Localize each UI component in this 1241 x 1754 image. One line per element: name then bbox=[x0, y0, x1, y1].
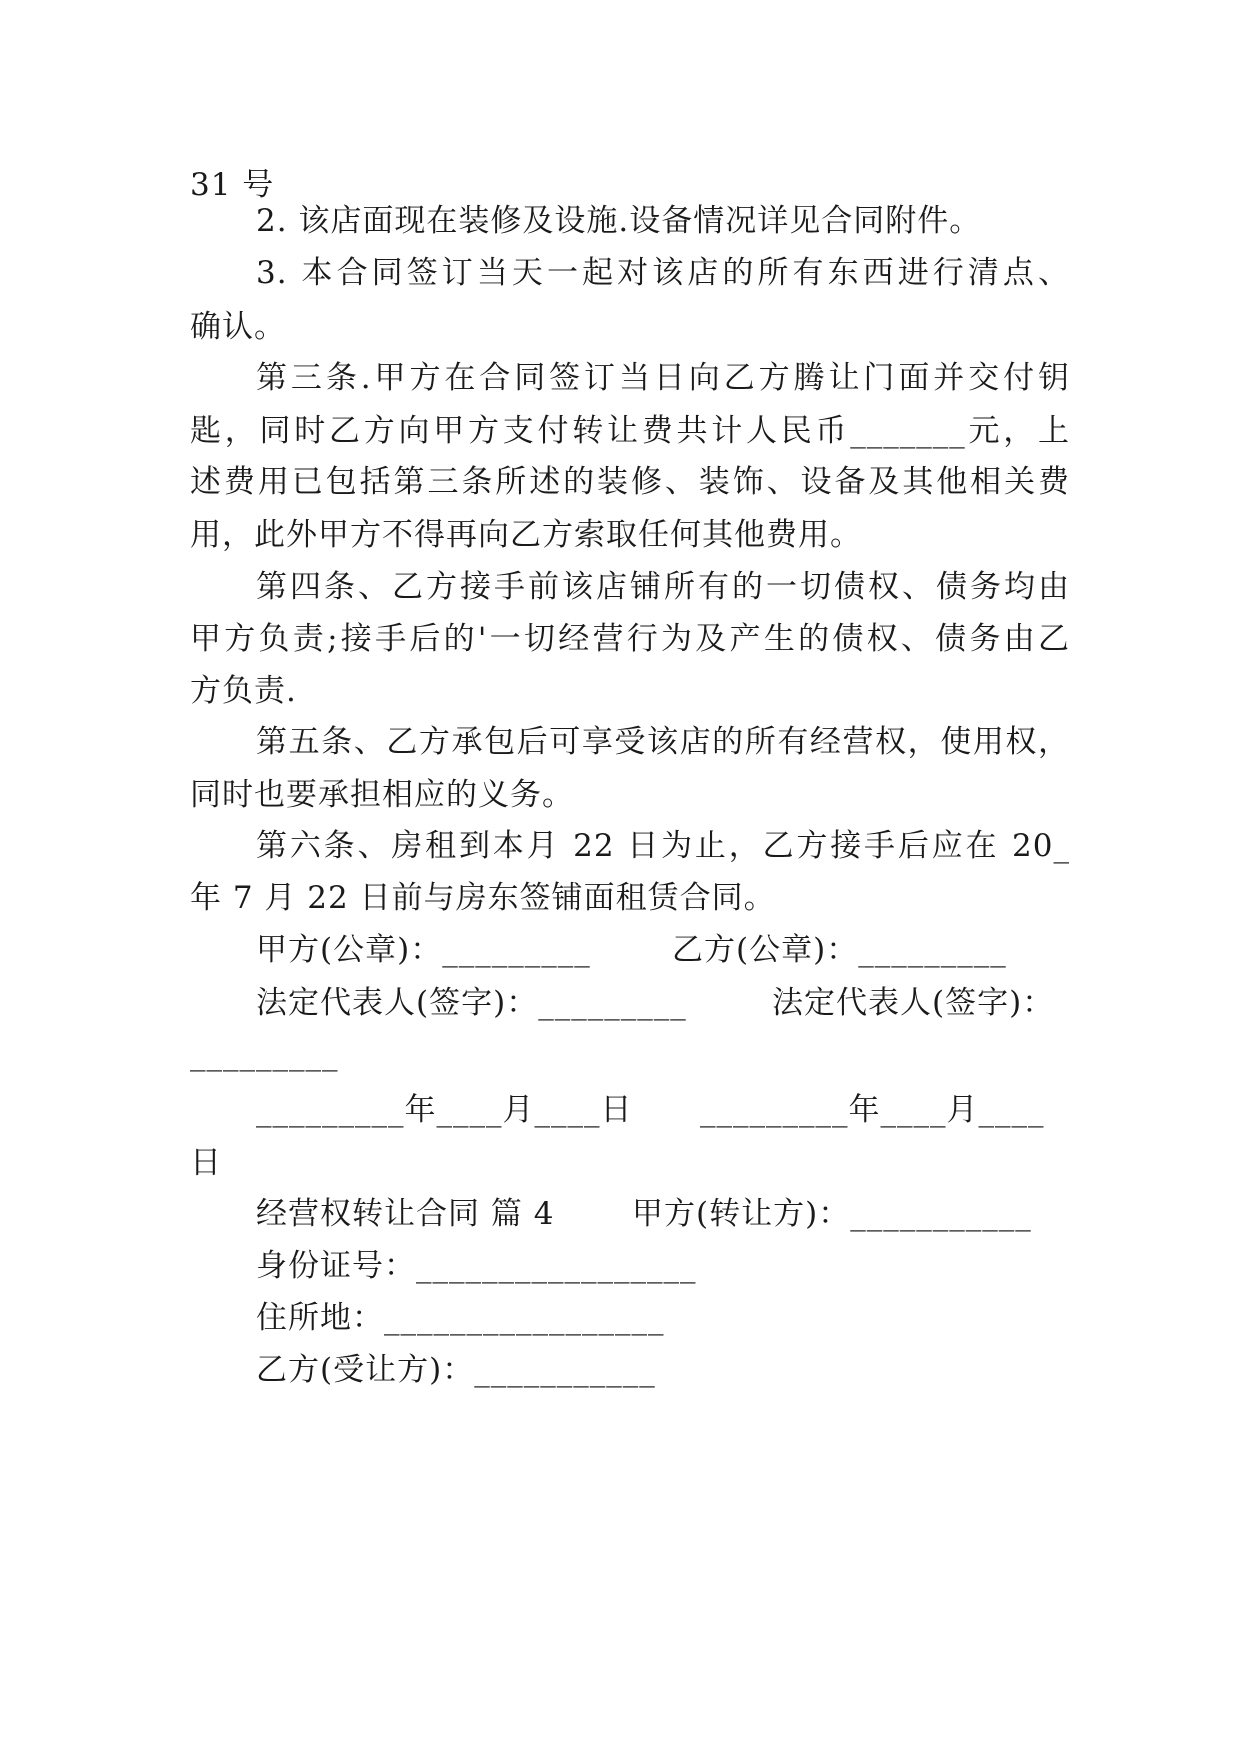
text-line: 确认。 bbox=[190, 309, 286, 345]
id-number-field: 身份证号：_________________ bbox=[256, 1248, 697, 1284]
clause-2: 2. 该店面现在装修及设施.设备情况详见合同附件。 bbox=[256, 203, 982, 239]
legal-rep-a: 法定代表人(签字)：_________ bbox=[256, 985, 687, 1021]
transferee-field: 乙方(受让方)：___________ bbox=[256, 1352, 656, 1388]
date-b-tail: 日 bbox=[190, 1145, 222, 1181]
text-line: 用，此外甲方不得再向乙方索取任何其他费用。 bbox=[190, 517, 862, 553]
legal-rep-b: 法定代表人(签字)： bbox=[772, 985, 1055, 1021]
party-a-seal: 甲方(公章)：_________ bbox=[256, 932, 591, 968]
text-line: 述费用已包括第三条所述的装修、装饰、设备及其他相关费 bbox=[190, 464, 1070, 500]
article-5: 第五条、乙方承包后可享受该店的所有经营权，使用权， bbox=[256, 724, 1070, 760]
party-b-seal: 乙方(公章)：_________ bbox=[672, 932, 1007, 968]
date-a: _________年____月____日 bbox=[256, 1092, 633, 1128]
article-3: 第三条.甲方在合同签订当日向乙方腾让门面并交付钥 bbox=[256, 360, 1070, 396]
date-b: _________年____月____ bbox=[700, 1092, 1045, 1128]
text-line: 年 7 月 22 日前与房东签铺面租赁合同。 bbox=[190, 880, 776, 916]
section-title: 经营权转让合同 篇 4 bbox=[256, 1196, 555, 1232]
text-line: 匙，同时乙方向甲方支付转让费共计人民币_______元，上 bbox=[190, 413, 1070, 449]
clause-3: 3. 本合同签订当天一起对该店的所有东西进行清点、 bbox=[256, 255, 1070, 291]
text-line: 方负责. bbox=[190, 673, 297, 709]
address-field: 住所地：_________________ bbox=[256, 1300, 665, 1336]
article-4: 第四条、乙方接手前该店铺所有的一切债权、债务均由 bbox=[256, 569, 1070, 605]
text-line: 同时也要承担相应的义务。 bbox=[190, 777, 574, 813]
transferor-field: 甲方(转让方)：___________ bbox=[632, 1196, 1032, 1232]
article-6: 第六条、房租到本月 22 日为止，乙方接手后应在 20_ bbox=[256, 828, 1070, 864]
text-line: 31 号 bbox=[190, 167, 275, 203]
legal-rep-b-blank: _________ bbox=[190, 1036, 339, 1072]
text-line: 甲方负责;接手后的'一切经营行为及产生的债权、债务由乙 bbox=[190, 621, 1070, 657]
